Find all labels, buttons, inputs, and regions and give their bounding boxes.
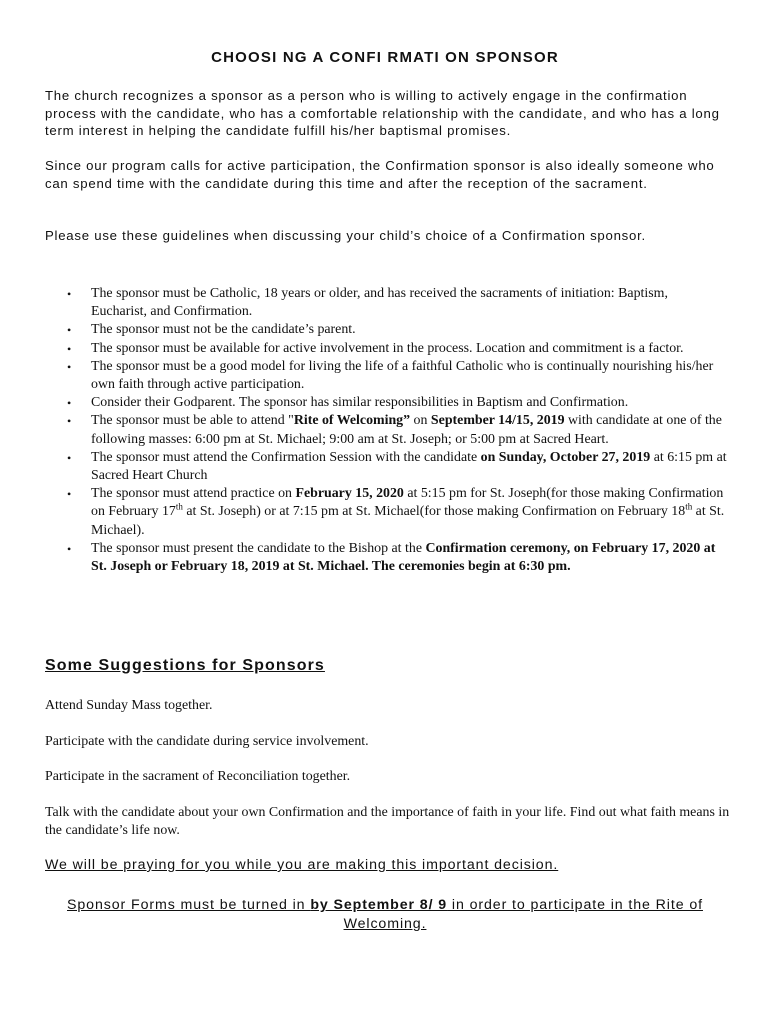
guideline-text: Consider their Godparent. The sponsor has similar responsibilities in Baptism and Confirmation. bbox=[91, 395, 629, 411]
bullet-icon: • bbox=[67, 323, 72, 338]
suggestion-item: Attend Sunday Mass together. bbox=[45, 698, 213, 713]
guideline-item bbox=[67, 449, 727, 485]
ordinal-suffix: th bbox=[175, 501, 183, 512]
suggestions-heading: Some Suggestions for Sponsors bbox=[45, 657, 325, 674]
intro-paragraph-1: The church recognizes a sponsor as a person who is willing to actively engage in the confirmation process with the candidate, who has a comfortable relationship with the candidate, and who has a long term interest in helping the candidate fulfill his/her baptismal promises. bbox=[45, 88, 720, 138]
guideline-item bbox=[67, 394, 727, 412]
guideline-text: The sponsor must be able to attend " bbox=[91, 413, 294, 429]
guideline-text: at 5:15 pm for St. Joseph(for those making Confirmation on February 17 bbox=[91, 486, 724, 520]
guideline-text: with candidate at one of the following masses: 6:00 pm at St. Michael; 9:00 am at St. Joseph; or 5:00 pm at Sacred Heart. bbox=[91, 413, 722, 447]
ordinal-suffix: th bbox=[685, 501, 693, 512]
suggestion-item: Participate with the candidate during service involvement. bbox=[45, 734, 369, 749]
guideline-item bbox=[67, 285, 727, 321]
forms-deadline-emphasis: by September 8/ 9 bbox=[310, 897, 448, 913]
guideline-text: The sponsor must be available for active involvement in the process. Location and commitment is a factor. bbox=[91, 340, 684, 356]
suggestion-item: Participate in the sacrament of Reconciliation together. bbox=[45, 769, 351, 784]
closing-statement: We will be praying for you while you are making this important decision. bbox=[45, 857, 559, 873]
bullet-icon: • bbox=[67, 287, 72, 301]
guideline-item bbox=[67, 358, 727, 394]
guideline-text: The sponsor must be Catholic, 18 years or older, and has received the sacraments of initiation: Baptism, Eucharist, and Confirmation. bbox=[91, 286, 668, 320]
ceremony-emphasis: Confirmation ceremony, on February 17, 2020 at St. Joseph or February 18, 2019 at St. Michael. The ceremonies begin at 6:30 pm. bbox=[91, 540, 716, 575]
guideline-text: The sponsor must not be the candidate’s parent. bbox=[91, 322, 356, 338]
guideline-text: at St. Michael). bbox=[91, 504, 725, 538]
page-title: CHOOSI NG A CONFI RMATI ON SPONSOR bbox=[211, 49, 559, 66]
rite-date-emphasis: September 14/15, 2019 bbox=[430, 413, 565, 429]
bullet-icon: • bbox=[67, 359, 72, 374]
intro-paragraph-3: Please use these guidelines when discussing your child’s choice of a Confirmation sponsor. bbox=[45, 228, 646, 243]
bullet-icon: • bbox=[67, 541, 72, 556]
bullet-icon: • bbox=[67, 450, 72, 465]
guideline-item bbox=[67, 412, 727, 448]
guideline-item bbox=[67, 485, 727, 540]
forms-note-text: Sponsor Forms must be turned in bbox=[67, 897, 311, 913]
guideline-text: on bbox=[410, 413, 431, 429]
bullet-icon: • bbox=[67, 341, 72, 356]
guidelines-list bbox=[67, 285, 727, 576]
bullet-icon: • bbox=[67, 396, 72, 411]
bullet-icon: • bbox=[67, 487, 72, 502]
sponsor-forms-note bbox=[40, 896, 730, 933]
bullet-icon: • bbox=[67, 414, 72, 429]
guideline-text: The sponsor must present the candidate to the Bishop at the bbox=[91, 540, 426, 556]
practice-date-emphasis: February 15, 2020 bbox=[295, 486, 404, 502]
guideline-item bbox=[67, 540, 727, 576]
guideline-text: The sponsor must attend practice on bbox=[91, 486, 296, 502]
intro-paragraph-2: Since our program calls for active participation, the Confirmation sponsor is also ideally someone who can spend time with the candidate during this time and after the reception of the sacrament. bbox=[45, 158, 715, 191]
guideline-text: The sponsor must attend the Confirmation Session with the candidate bbox=[91, 449, 481, 465]
guideline-text: at 6:15 pm at Sacred Heart Church bbox=[91, 449, 727, 484]
guideline-item bbox=[67, 321, 727, 339]
suggestion-item: Talk with the candidate about your own Confirmation and the importance of faith in your life. Find out what faith means in the candidate’s life now. bbox=[45, 805, 730, 839]
guideline-text: at St. Joseph) or at 7:15 pm at St. Michael(for those making Confirmation on February 18 bbox=[182, 504, 686, 520]
rite-of-welcoming-emphasis: Rite of Welcoming” bbox=[293, 413, 411, 429]
guideline-item bbox=[67, 340, 727, 358]
guideline-text: The sponsor must be a good model for living the life of a faithful Catholic who is continually nourishing his/her own faith through active participation. bbox=[91, 358, 714, 393]
forms-note-text: in order to participate in the Rite of Welcoming. bbox=[343, 897, 703, 932]
session-date-emphasis: on Sunday, October 27, 2019 bbox=[480, 449, 651, 465]
